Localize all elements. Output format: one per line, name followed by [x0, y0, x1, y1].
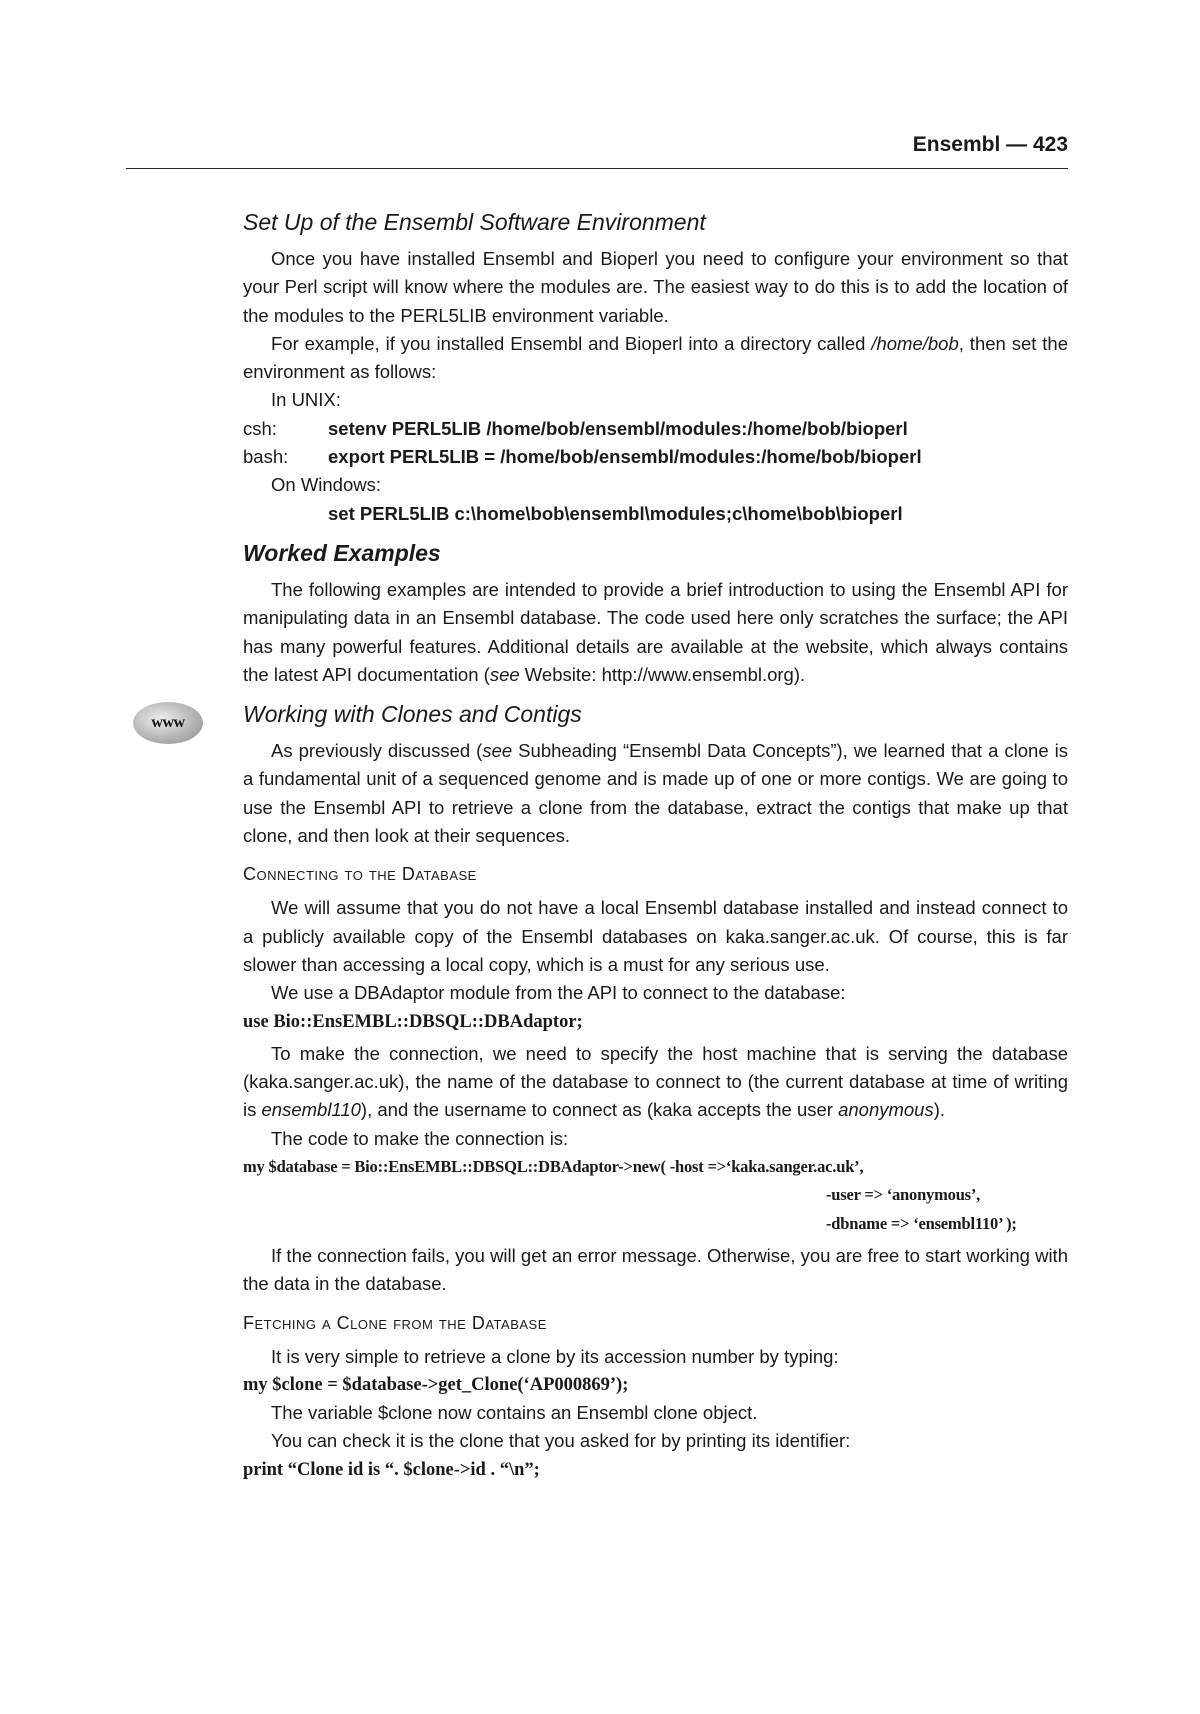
csh-command: setenv PERL5LIB /home/bob/ensembl/modules:/home/bob/bioperl [328, 417, 908, 439]
see-emphasis: see [489, 663, 520, 685]
code-use-dbadaptor: use Bio::EnsEMBL::DBSQL::DBAdaptor; [243, 1011, 583, 1032]
connecting-paragraph-2: We use a DBAdaptor module from the API to connect to the database: [271, 982, 846, 1004]
fetching-paragraph-1: It is very simple to retrieve a clone by its accession number by typing: [271, 1345, 839, 1367]
page-content [243, 205, 1068, 1484]
text-run: ), and the username to connect as (kaka accepts the user [360, 1099, 839, 1121]
bash-command: export PERL5LIB = /home/bob/ensembl/modules:/home/bob/bioperl [328, 446, 922, 468]
windows-command: set PERL5LIB c:\home\bob\ensembl\modules;c\home\bob\bioperl [328, 502, 903, 524]
text-run: , then set the environment as follows: [243, 332, 1068, 383]
connecting-paragraph-5: If the connection fails, you will get an error message. Otherwise, you are free to start working with the data in the database. [243, 1244, 1068, 1295]
section-title-worked-examples: Worked Examples [243, 539, 441, 566]
username-emphasis: anonymous [838, 1099, 934, 1121]
dbname-emphasis: ensembl110 [261, 1099, 361, 1121]
text-run: To make the connection, we need to specify the host machine that is serving the database (kaka.sanger.ac.uk), the name of the database to connect to (the current database at time of writing is [243, 1042, 1068, 1121]
setup-paragraph-1: Once you have installed Ensembl and Bioperl you need to configure your environment so that your Perl script will know where the modules are. The easiest way to do this is to add the location of the modules to the PERL5LIB environment variable. [243, 248, 1068, 326]
bash-label: bash: [243, 446, 289, 468]
text-run: ). [933, 1099, 946, 1121]
text-run: The following examples are intended to provide a brief introduction to using the Ensembl API for manipulating data in an Ensembl database. The code used here only scratches the surface; the API has many powerful features. Additional details are available at the website, which always contains the latest API documentation ( [243, 578, 1068, 685]
header-rule [126, 168, 1068, 169]
fetching-paragraph-2: The variable $clone now contains an Ensembl clone object. [271, 1402, 758, 1424]
subsection-title-connecting: Connecting to the Database [243, 864, 477, 885]
section-title-setup: Set Up of the Ensembl Software Environment [243, 209, 706, 235]
section-title-clones-contigs: Working with Clones and Contigs [243, 701, 582, 728]
text-run: Website: http://www.ensembl.org). [519, 663, 806, 685]
windows-line [243, 500, 1068, 528]
section-worked-examples [243, 536, 1068, 689]
bash-line [243, 443, 1068, 471]
code-connect-line-1: my $database = Bio::EnsEMBL::DBSQL::DBAdaptor->new( -host =>‘kaka.sanger.ac.uk’, [243, 1157, 864, 1177]
unix-label: In UNIX: [271, 389, 341, 411]
connecting-paragraph-3 [243, 1040, 1068, 1125]
windows-spacer [243, 500, 328, 528]
section-clones-contigs [243, 697, 1068, 850]
csh-line [243, 415, 1068, 443]
running-head: Ensembl — 423 [912, 133, 1068, 156]
connecting-paragraph-1: We will assume that you do not have a local Ensembl database installed and instead connect to a publicly available copy of the Ensembl databases on kaka.sanger.ac.uk. Of course, this is far slower than accessing a local copy, which is a must for any serious use. [243, 897, 1068, 975]
section-setup [243, 205, 1068, 528]
fetching-paragraph-3: You can check it is the clone that you asked for by printing its identifier: [271, 1430, 851, 1452]
worked-paragraph [243, 576, 1068, 689]
csh-label: csh: [243, 417, 277, 439]
code-connect-line-2: -user => ‘anonymous’, [826, 1185, 981, 1205]
text-run: As previously discussed ( [271, 740, 483, 762]
code-connect-line-3: -dbname => ‘ensembl110’ ); [826, 1213, 1017, 1233]
clones-paragraph [243, 737, 1068, 850]
code-print-clone-id: print “Clone id is “. $clone->id . “\n”; [243, 1459, 540, 1480]
setup-paragraph-2 [243, 330, 1068, 387]
subsection-title-fetching: Fetching a Clone from the Database [243, 1312, 547, 1333]
text-run: For example, if you installed Ensembl and Bioperl into a directory called [271, 332, 872, 354]
connecting-paragraph-4: The code to make the connection is: [271, 1127, 569, 1149]
see-emphasis: see [482, 740, 513, 762]
section-connecting [243, 858, 1068, 1298]
text-run: Subheading “Ensembl Data Concepts”), we learned that a clone is a fundamental unit of a sequenced genome and is made up of one or more contigs. We are going to use the Ensembl API to retrieve a clone from the database, extract the contigs that make up that clone, and then look at their sequences. [243, 740, 1068, 847]
section-fetching [243, 1307, 1068, 1484]
www-icon [133, 702, 203, 744]
windows-label: On Windows: [271, 474, 382, 496]
path-emphasis: /home/bob [871, 332, 959, 354]
www-icon-label: www [151, 714, 185, 731]
code-get-clone: my $clone = $database->get_Clone(‘AP000869’); [243, 1374, 629, 1395]
